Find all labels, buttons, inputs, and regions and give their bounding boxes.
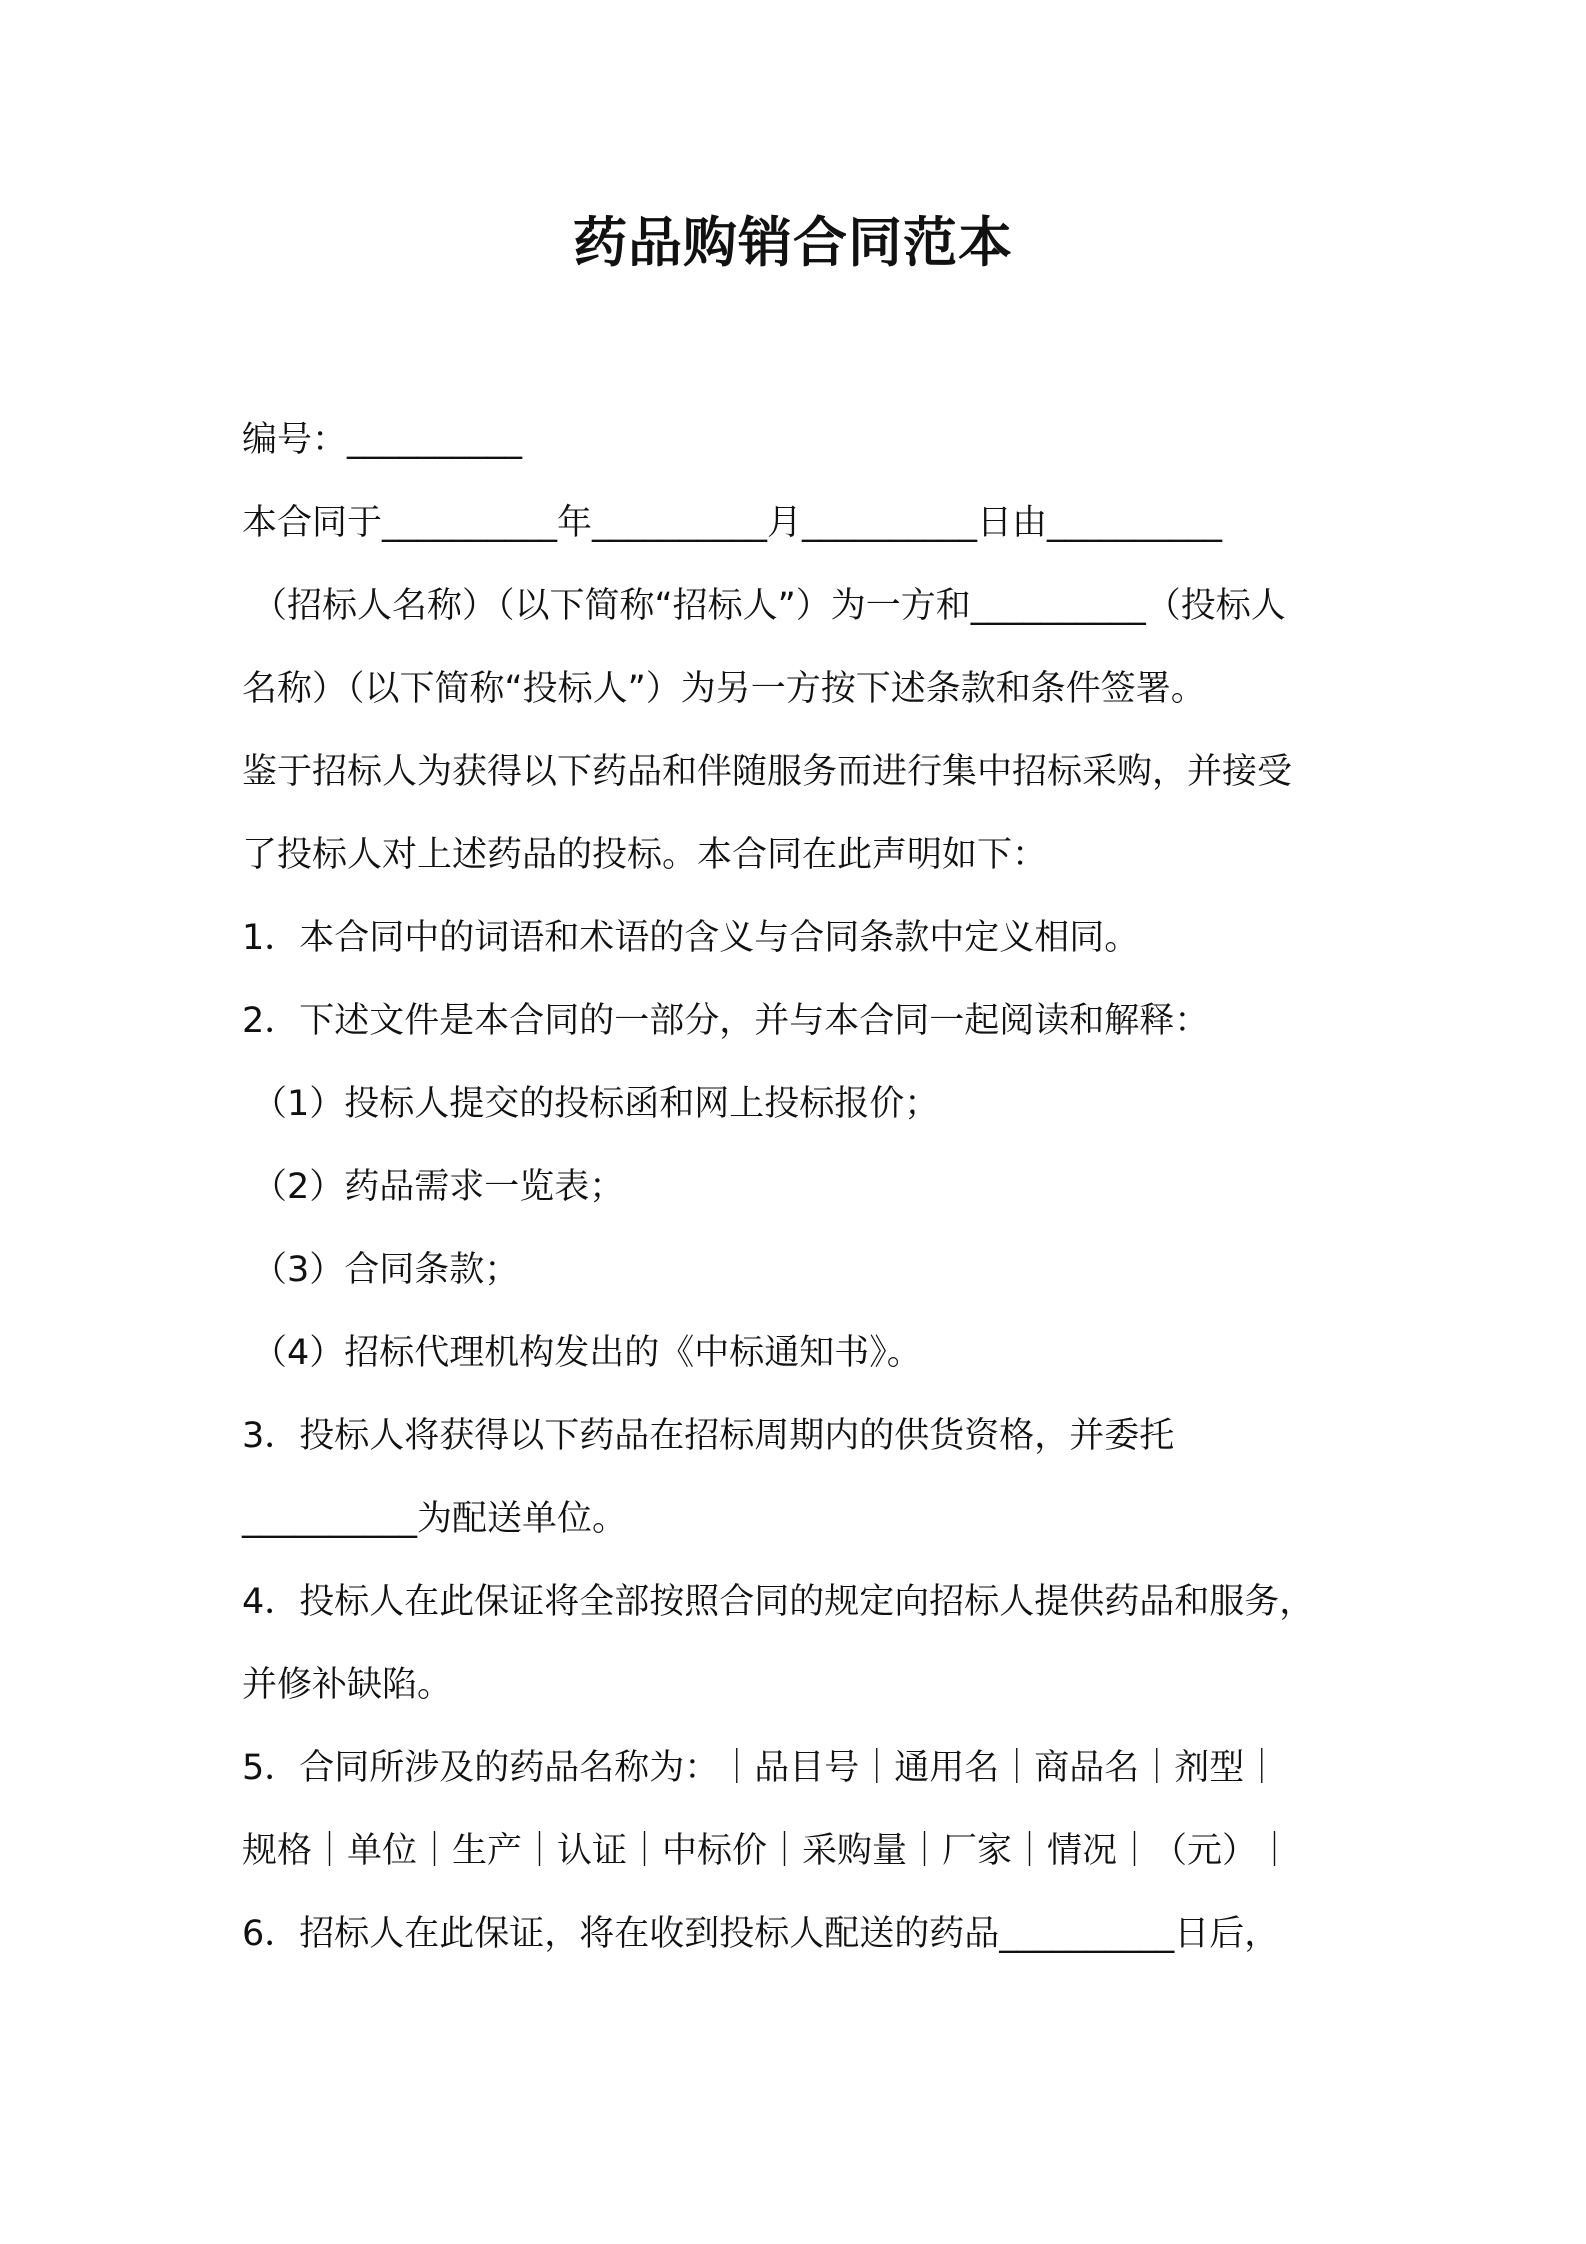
clause-5-line-2: 规格｜单位｜生产｜认证｜中标价｜采购量｜厂家｜情况｜（元）｜ bbox=[242, 1831, 1293, 1871]
clause-6-line-1: 6．招标人在此保证，将在收到投标人配送的药品__________日后， bbox=[242, 1914, 1280, 1954]
contract-date-line: 本合同于__________年__________月__________日由__________ bbox=[242, 503, 1223, 543]
clause-5-line-1: 5．合同所涉及的药品名称为：｜品目号｜通用名｜商品名｜剂型｜ bbox=[242, 1748, 1280, 1788]
clause-1: 1．本合同中的词语和术语的含义与合同条款中定义相同。 bbox=[242, 918, 1140, 958]
clause-2: 2．下述文件是本合同的一部分，并与本合同一起阅读和解释： bbox=[242, 1001, 1210, 1041]
document-title: 药品购销合同范本 bbox=[573, 211, 1013, 274]
recital-line-2: 了投标人对上述药品的投标。本合同在此声明如下： bbox=[242, 835, 1048, 875]
parties-line-1: （招标人名称）（以下简称“招标人”）为一方和__________（投标人 bbox=[252, 586, 1286, 626]
recital-line-1: 鉴于招标人为获得以下药品和伴随服务而进行集中招标采购，并接受 bbox=[242, 752, 1293, 792]
clause-3-line-1: 3．投标人将获得以下药品在招标周期内的供货资格，并委托 bbox=[242, 1416, 1175, 1456]
clause-4-line-2: 并修补缺陷。 bbox=[242, 1665, 453, 1705]
clause-2-item-4: （4）招标代理机构发出的《中标通知书》。 bbox=[252, 1333, 922, 1373]
clause-2-item-1: （1）投标人提交的投标函和网上投标报价； bbox=[252, 1084, 940, 1124]
clause-4-line-1: 4．投标人在此保证将全部按照合同的规定向招标人提供药品和服务， bbox=[242, 1582, 1315, 1622]
clause-2-item-2: （2）药品需求一览表； bbox=[252, 1167, 625, 1207]
contract-number-line: 编号：__________ bbox=[242, 420, 523, 460]
clause-2-item-3: （3）合同条款； bbox=[252, 1250, 520, 1290]
parties-line-2: 名称）（以下简称“投标人”）为另一方按下述条款和条件签署。 bbox=[242, 669, 1206, 709]
clause-3-line-2: __________为配送单位。 bbox=[242, 1499, 628, 1539]
